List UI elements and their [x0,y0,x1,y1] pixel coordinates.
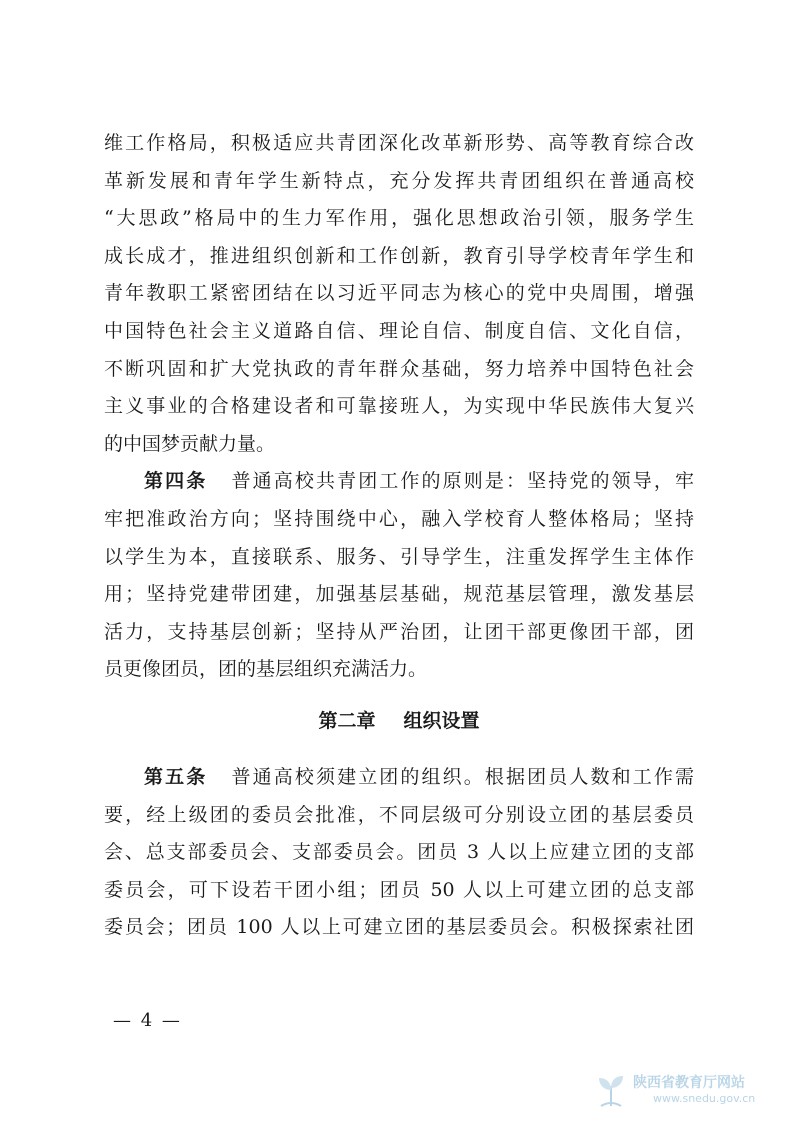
article-text: 普通高校须建立团的组织。根据团员人数和工作需 [229,765,694,788]
chapter-number: 第二章 [318,709,376,732]
text-line: 要，经上级团的委员会批准，不同层级可分别设立团的基层委员 [104,803,694,826]
text-line: 委员会；团员 100 人以上可建立团的基层委员会。积极探索社团 [104,916,694,939]
chapter-title: 组织设置 [403,709,480,732]
article-label: 第四条 [144,470,208,493]
text-line: 牢把准政治方向；坚持围绕中心，融入学校育人整体格局；坚持 [104,507,694,530]
article-first-line [104,463,694,501]
text-line: 委员会，可下设若干团小组；团员 50 人以上可建立团的总支部 [104,878,694,901]
text-line: 员更像团员，团的基层组织充满活力。 [104,658,428,681]
article-5 [104,759,694,947]
text-line: 的中国梦贡献力量。 [104,432,276,455]
watermark-url: www.snedu.gov.cn [653,1092,756,1105]
page-number: — 4 — [113,1010,182,1031]
text-line: 会、总支部委员会、支部委员会。团员 3 人以上应建立团的支部 [104,841,694,864]
text-line: 不断巩固和扩大党执政的青年群众基础，努力培养中国特色社会 [104,357,694,380]
chapter-heading [104,691,694,751]
site-watermark [591,1070,781,1110]
text-line: 革新发展和青年学生新特点，充分发挥共青团组织在普通高校 [104,169,694,192]
text-line: 主义事业的合格建设者和可靠接班人，为实现中华民族伟大复兴 [104,395,694,418]
text-line: 用；坚持党建带团建，加强基层基础，规范基层管理，激发基层 [104,583,694,606]
text-line: 青年教职工紧密团结在以习近平同志为核心的党中央周围，增强 [104,282,694,305]
paragraph-continued [104,125,694,463]
article-text: 普通高校共青团工作的原则是：坚持党的领导，牢 [229,470,694,493]
article-first-line [104,759,694,797]
text-line: 活力，支持基层创新；坚持从严治团，让团干部更像团干部，团 [104,620,694,643]
watermark-site-name: 陕西省教育厅网站 [633,1075,745,1091]
article-4 [104,463,694,689]
text-line: 维工作格局，积极适应共青团深化改革新形势、高等教育综合改 [104,132,694,154]
text-line: “大思政”格局中的生力军作用，强化思想政治引领，服务学生 [104,207,694,230]
text-line: 成长成才，推进组织创新和工作创新，教育引导学校青年学生和 [104,244,694,267]
text-line: 以学生为本，直接联系、服务、引导学生，注重发挥学生主体作 [104,545,694,568]
document-body [104,125,694,947]
article-label: 第五条 [144,765,208,788]
seedling-logo-icon [591,1070,631,1110]
text-line: 中国特色社会主义道路自信、理论自信、制度自信、文化自信， [104,319,694,342]
